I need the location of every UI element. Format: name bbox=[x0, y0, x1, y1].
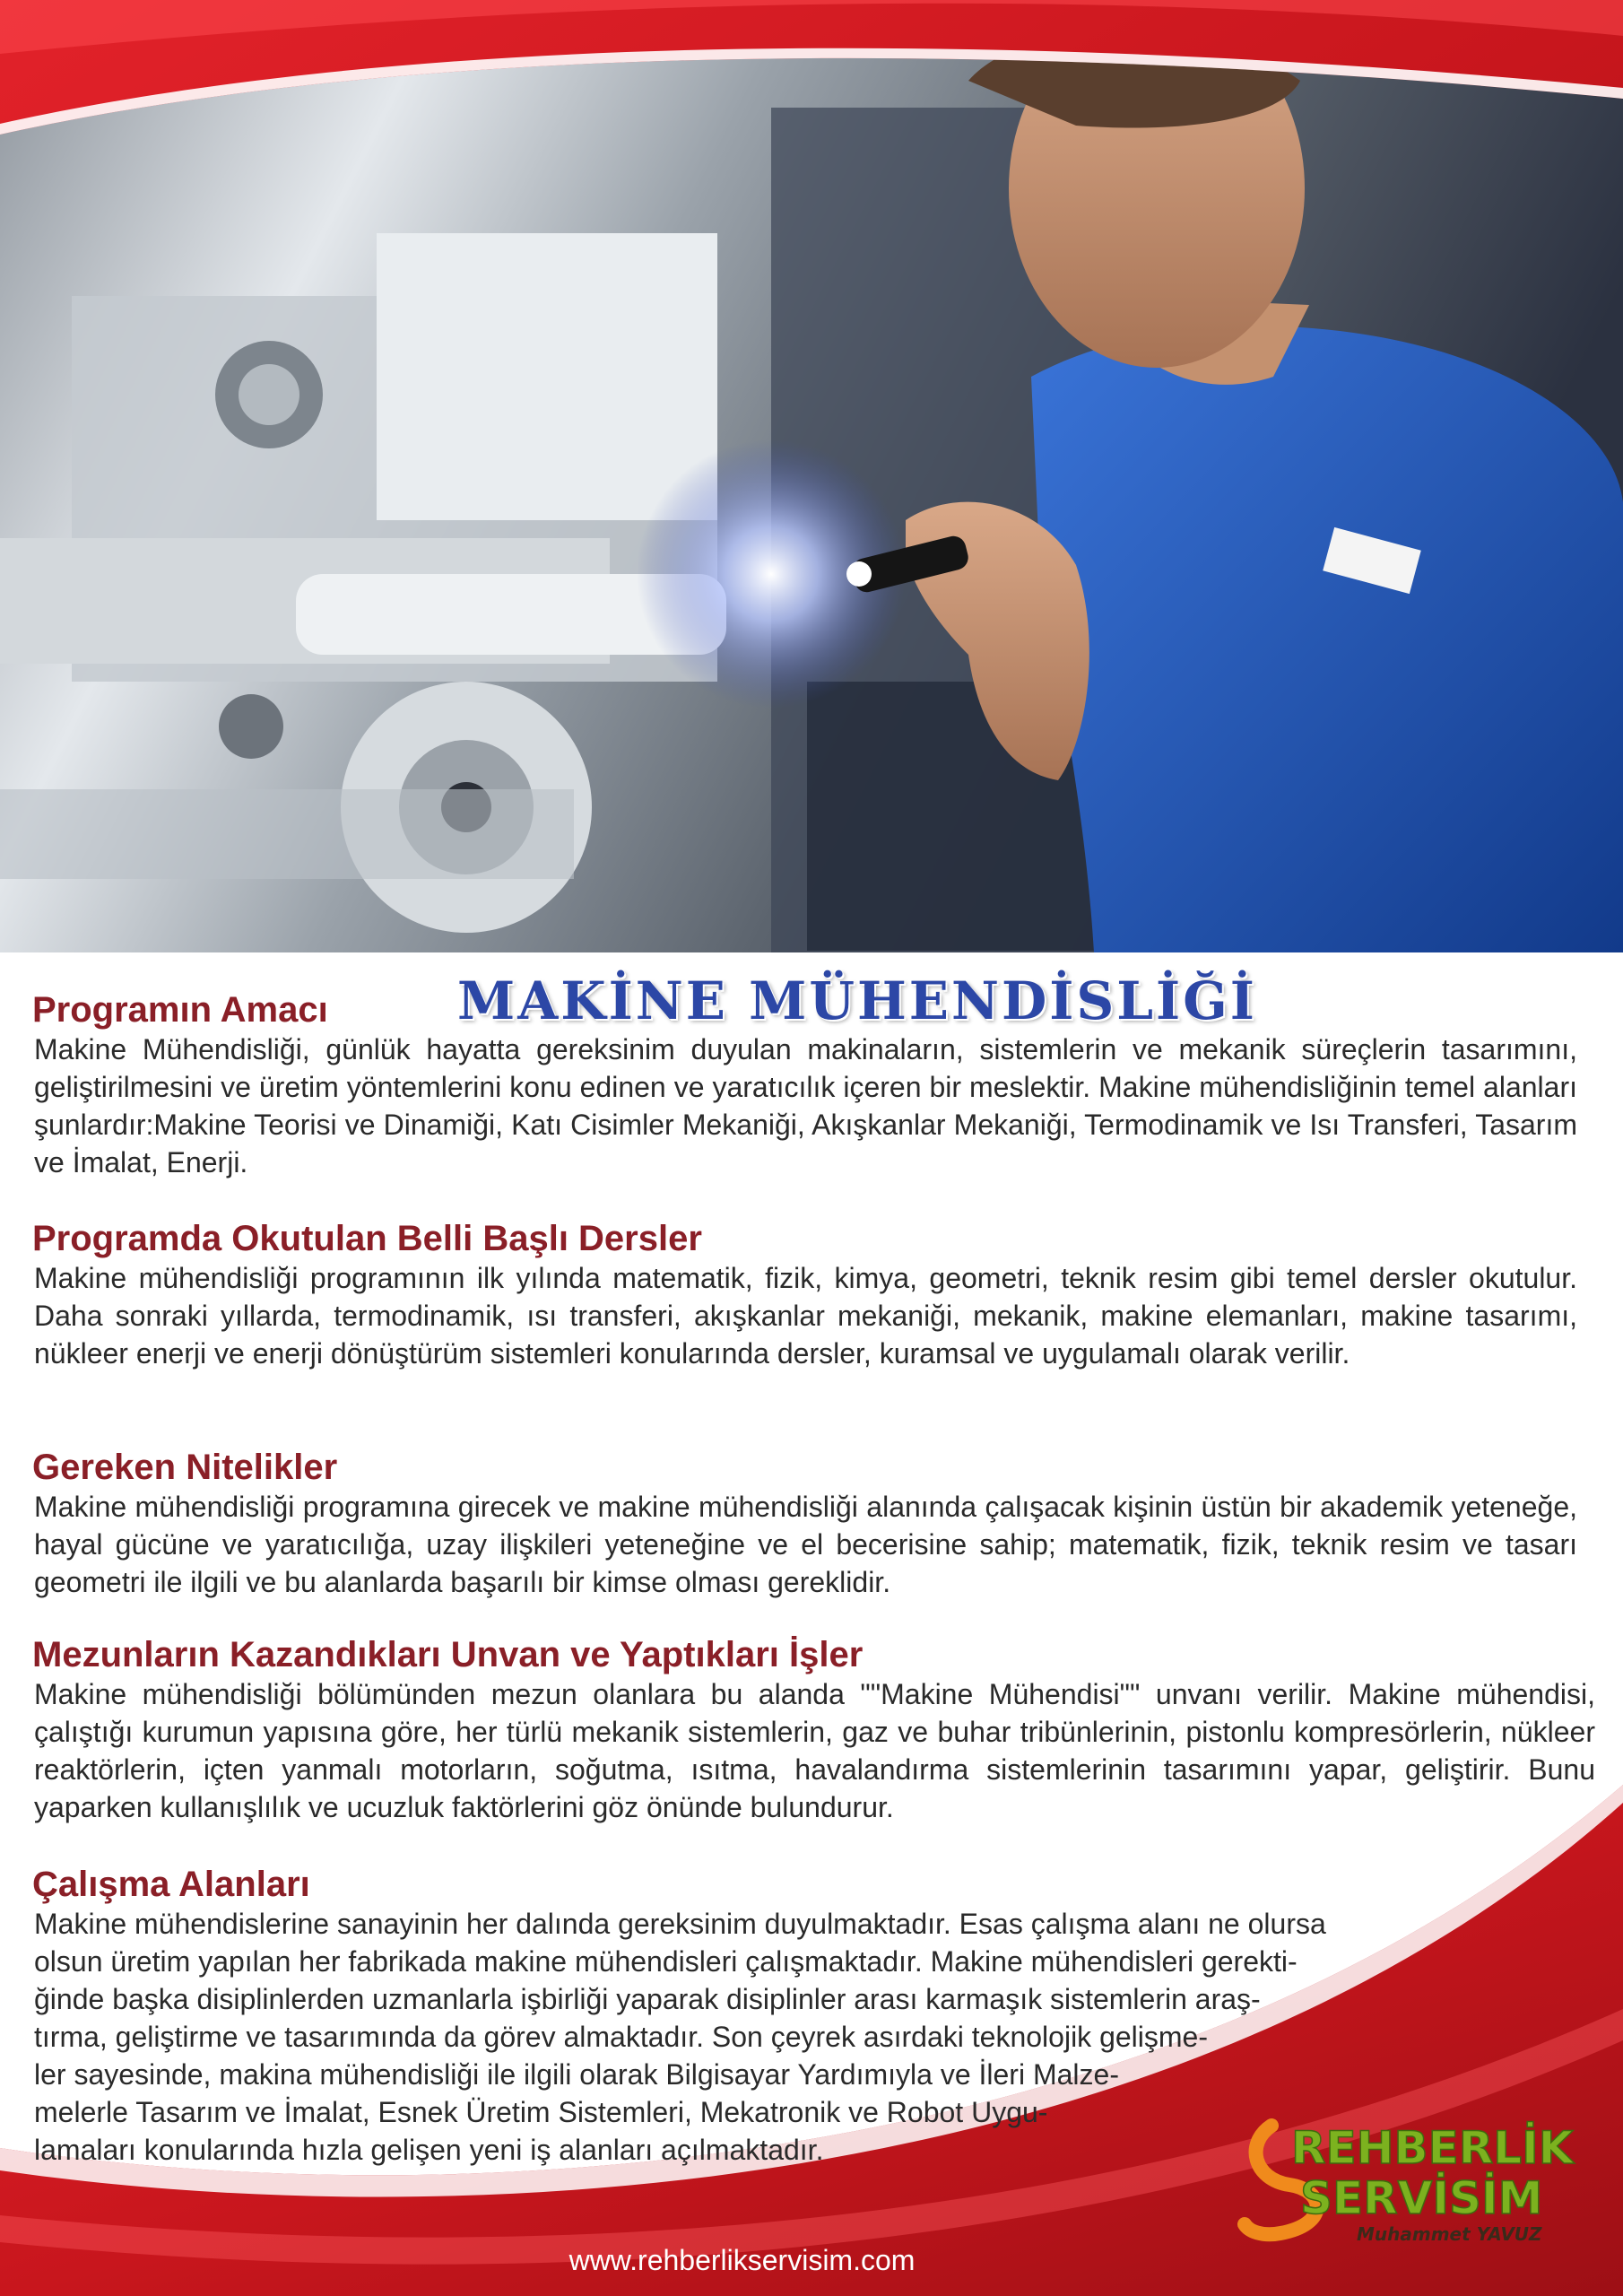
rehberlik-servisim-logo bbox=[1245, 2108, 1574, 2251]
section-heading: Çalışma Alanları bbox=[32, 1865, 310, 1904]
section-program-purpose bbox=[30, 989, 1577, 1181]
section-heading: Programın Amacı bbox=[32, 990, 328, 1030]
section-body: Makine mühendisliği programının ilk yılında matematik, fizik, kimya, geometri, teknik resim gibi temel dersler okutulur. Daha sonraki yıllarda, termodinamik, ısı transferi, akışkanlar mekaniği, mekanik, makine elemanları, makine tasarımı, nükleer enerji ve enerji dönüştürüm sistemleri konularında dersler, kuramsal ve uygulamalı olarak verilir. bbox=[34, 1262, 1577, 1370]
logo-line2: SERVİSİM bbox=[1300, 2172, 1543, 2224]
section-heading: Programda Okutulan Belli Başlı Dersler bbox=[32, 1219, 702, 1258]
logo-author: Muhammet YAVUZ bbox=[1357, 2223, 1542, 2245]
section-graduate-titles-jobs bbox=[30, 1634, 1595, 1826]
section-body: Makine mühendisliği programına girecek ve makine mühendisliği alanında çalışacak kişinin üstün bir akademik yeteneğe, hayal gücüne ve yaratıcılığa, uzay ilişkileri yeteneğine ve el becerisine sahip; matematik, fizik, teknik resim ve tasarı geometri ile ilgili ve bu alanlarda başarılı bir kimse olması gereklidir. bbox=[34, 1491, 1577, 1598]
section-body-line: lamaları konularında hızla gelişen yeni iş alanları açılmaktadır. bbox=[34, 2134, 824, 2166]
section-required-qualifications bbox=[30, 1447, 1577, 1601]
section-heading: Gereken Nitelikler bbox=[32, 1448, 338, 1487]
section-body-line: ler sayesinde, makina mühendisliği ile ilgili olarak Bilgisayar Yardımıyla ve İleri Malze- bbox=[34, 2058, 1119, 2091]
section-body: Makine Mühendisliği, günlük hayatta gereksinim duyulan makinaların, sistemlerin ve mekanik süreçlerin tasarımını, geliştirilmesini ve üretim yöntemlerini konu edinen ve yaratıcılık içeren bir meslektir. Makine mühendisliğinin temel alanları şunlardır:Makine Teorisi ve Dinamiği, Katı Cisimler Mekaniği, Akışkanlar Mekaniği, Termodinamik ve Isı Transferi, Tasarım ve İmalat, Enerji. bbox=[34, 1033, 1577, 1178]
footer-website: www.rehberlikservisim.com bbox=[568, 2244, 916, 2276]
section-body-line: melerle Tasarım ve İmalat, Esnek Üretim Sistemleri, Mekatronik ve Robot Uygu- bbox=[34, 2096, 1048, 2128]
section-body: Makine mühendisliği bölümünden mezun olanlara bu alanda ""Makine Mühendisi"" unvanı verilir. Makine mühendisi, çalıştığı kurumun yapısına göre, her türlü mekanik sistemlerin, gaz ve buhar tribünlerinin, pistonlu kompresörlerin, nükleer reaktörlerin, içten yanmalı motorların, soğutma, ısıtma, havalandırma sistemlerinin tasarımını yapar, geliştirir. Bunu yaparken kullanışlılık ve ucuzluk faktörlerini göz önünde bulundurur. bbox=[34, 1678, 1595, 1823]
section-body-line: tırma, geliştirme ve tasarımında da görev almaktadır. Son çeyrek asırdaki teknolojik gelişme- bbox=[34, 2021, 1208, 2053]
section-body-line: olsun üretim yapılan her fabrikada makine mühendisleri çalışmaktadır. Makine mühendisleri gerekti- bbox=[34, 1945, 1298, 1978]
section-body-line: ğinde başka disiplinlerden uzmanlarla işbirliği yaparak disiplinler arası karmaşık sistemlerin araş- bbox=[34, 1983, 1261, 2015]
logo-line1: REHBERLİK bbox=[1291, 2122, 1574, 2174]
section-heading: Mezunların Kazandıkları Unvan ve Yaptıkları İşler bbox=[32, 1635, 864, 1674]
section-body-line: Makine mühendislerine sanayinin her dalında gereksinim duyulmaktadır. Esas çalışma alanı ne olursa bbox=[34, 1908, 1326, 1940]
section-main-courses bbox=[30, 1218, 1577, 1372]
page-title: MAKİNE MÜHENDİSLİĞİ bbox=[457, 970, 1257, 1031]
